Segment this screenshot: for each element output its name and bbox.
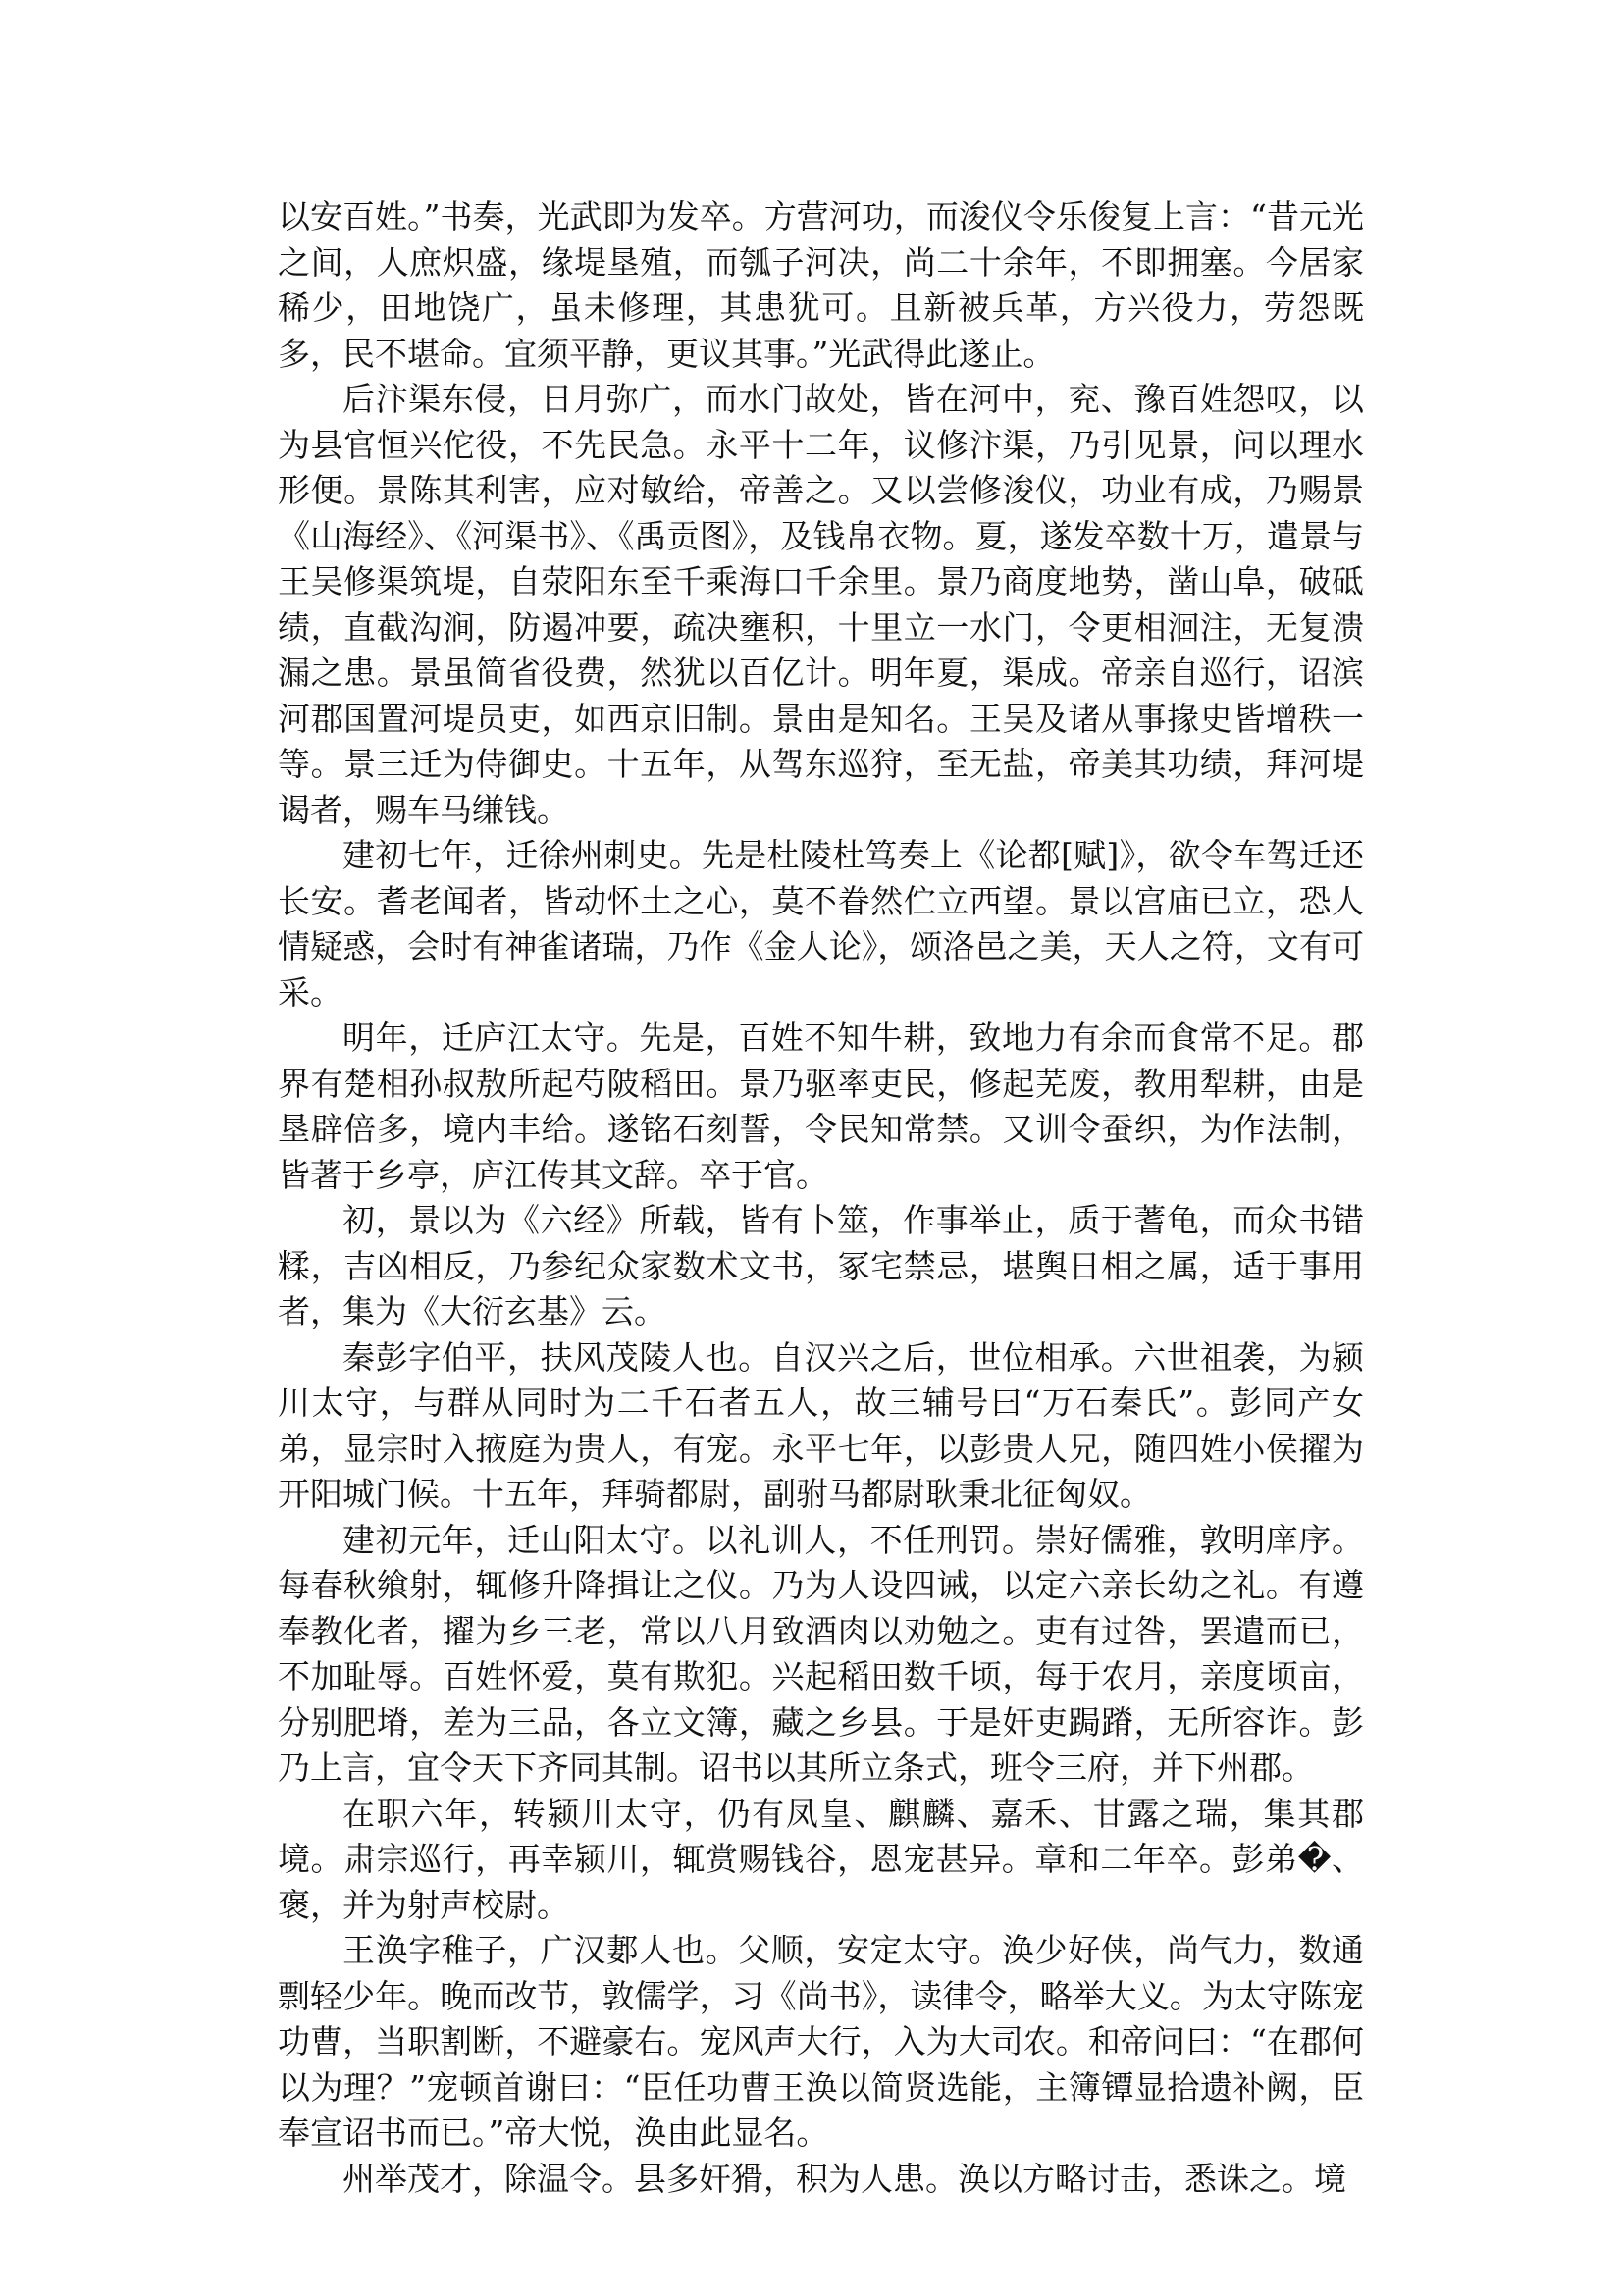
paragraph: 建初元年，迁山阳太守。以礼训人，不任刑罚。崇好儒雅，敦明庠序。每春秋飨射，辄修升降揖让之仪。乃为人设四诫，以定六亲长幼之礼。有遵奉教化者，擢为乡三老，常以八月致酒肉以劝勉之。吏有过咎，罢遣而已，不加耻辱。百姓怀爱，莫有欺犯。兴起稻田数千顷，每于农月，亲度顷亩，分别肥塉，差为三品，各立文簿，藏之乡县。于是奸吏跼蹐，无所容诈。彭乃上言，宜令天下齐同其制。诏书以其所立条式，班令三府，并下州郡。 bbox=[278, 1520, 1364, 1787]
paragraph: 在职六年，转颍川太守，仍有凤皇、麒麟、嘉禾、甘露之瑞，集其郡境。肃宗巡行，再幸颍川，辄赏赐钱谷，恩宠甚异。章和二年卒。彭弟�、褒，并为射声校尉。 bbox=[278, 1794, 1364, 1924]
paragraph: 后汴渠东侵，日月弥广，而水门故处，皆在河中，兖、豫百姓怨叹，以为县官恒兴佗役，不先民急。永平十二年，议修汴渠，乃引见景，问以理水形便。景陈其利害，应对敏给，帝善之。又以尝修浚仪，功业有成，乃赐景《山海经》、《河渠书》、《禹贡图》，及钱帛衣物。夏，遂发卒数十万，遣景与王吴修渠筑堤，自荥阳东至千乘海口千余里。景乃商度地势，凿山阜，破砥绩，直截沟涧，防遏冲要，疏决壅积，十里立一水门，令更相洄注，无复溃漏之患。景虽简省役费，然犹以百亿计。明年夏，渠成。帝亲自巡行，诏滨河郡国置河堤员吏，如西京旧制。景由是知名。王吴及诸从事掾史皆增秩一等。景三迁为侍御史。十五年，从驾东巡狩，至无盐，帝美其功绩，拜河堤谒者，赐车马缣钱。 bbox=[278, 380, 1364, 829]
paragraph: 州举茂才，除温令。县多奸猾，积为人患。涣以方略讨击，悉诛之。境 bbox=[342, 2159, 1346, 2198]
document-body bbox=[278, 194, 1364, 2202]
paragraph: 以安百姓。”书奏，光武即为发卒。方营河功，而浚仪令乐俊复上言：“昔元光之间，人庶炽盛，缘堤垦殖，而瓠子河决，尚二十余年，不即拥塞。今居家稀少，田地饶广，虽未修理，其患犹可。且新被兵革，方兴役力，劳怨既多，民不堪命。宜须平静，更议其事。”光武得此遂止。 bbox=[278, 197, 1364, 373]
paragraph: 建初七年，迁徐州刺史。先是杜陵杜笃奏上《论都[赋]》，欲令车驾迁还长安。耆老闻者，皆动怀土之心，莫不眷然伫立西望。景以宫庙已立，恐人情疑惑，会时有神雀诸瑞，乃作《金人论》，颂洛邑之美，天人之符，文有可采。 bbox=[278, 836, 1364, 1012]
paragraph: 明年，迁庐江太守。先是，百姓不知牛耕，致地力有余而食常不足。郡界有楚相孙叔敖所起芍陂稻田。景乃驱率吏民，修起芜废，教用犁耕，由是垦辟倍多，境内丰给。遂铭石刻誓，令民知常禁。又训令蚕织，为作法制，皆著于乡亭，庐江传其文辞。卒于官。 bbox=[278, 1018, 1364, 1194]
paragraph: 秦彭字伯平，扶风茂陵人也。自汉兴之后，世位相承。六世祖袭，为颍川太守，与群从同时为二千石者五人，故三辅号曰“万石秦氏”。彭同产女弟，显宗时入掖庭为贵人，有宠。永平七年，以彭贵人兄，随四姓小侯擢为开阳城门候。十五年，拜骑都尉，副驸马都尉耿秉北征匈奴。 bbox=[278, 1337, 1364, 1513]
paragraph: 初，景以为《六经》所载，皆有卜筮，作事举止，质于蓍龟，而众书错糅，吉凶相反，乃参纪众家数术文书，冢宅禁忌，堪舆日相之属，适于事用者，集为《大衍玄基》云。 bbox=[278, 1201, 1364, 1330]
paragraph: 王涣字稚子，广汉郪人也。父顺，安定太守。涣少好侠，尚气力，数通剽轻少年。晚而改节，敦儒学，习《尚书》，读律令，略举大义。为太守陈宠功曹，当职割断，不避豪右。宠风声大行，入为大司农。和帝问曰：“在郡何以为理？”宠顿首谢曰：“臣任功曹王涣以简贤选能，主簿镡显拾遗补阙，臣奉宣诏书而已。”帝大悦，涣由此显名。 bbox=[278, 1931, 1364, 2152]
